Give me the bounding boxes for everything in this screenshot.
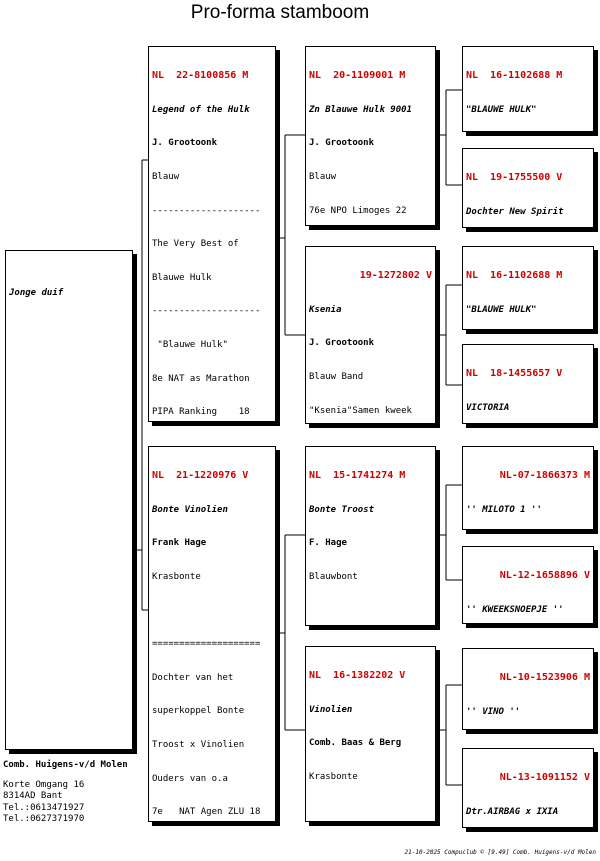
granddam-maternal-card[interactable] bbox=[305, 646, 436, 822]
ggp-ring: NL 16-1102688 M bbox=[466, 70, 563, 82]
ggp-card-7[interactable] bbox=[462, 648, 594, 730]
sire-line: "Blauwe Hulk" bbox=[152, 340, 228, 351]
ggp-card-3[interactable] bbox=[462, 246, 594, 330]
breeder-name: Comb. Huigens-v/d Molen bbox=[3, 760, 128, 770]
subject-name: Jonge duif bbox=[9, 288, 64, 299]
sire-name: Legend of the Hulk bbox=[152, 104, 250, 115]
dam-line: ==================== bbox=[152, 639, 261, 650]
ggp-name: Dochter New Spirit bbox=[466, 206, 564, 217]
gp-name: Zn Blauwe Hulk 9001 bbox=[309, 104, 412, 115]
dam-line: Troost x Vinolien bbox=[152, 740, 245, 751]
sire-line: 8e NAT as Marathon bbox=[152, 373, 250, 384]
dam-line: 7e NAT Agen ZLU 18 bbox=[152, 807, 261, 818]
sire-card[interactable] bbox=[148, 46, 276, 422]
footer-credit: 21-10-2025 Compuclub © [9.49] Comb. Huigens-v/d Molen bbox=[404, 849, 596, 856]
ggp-card-1[interactable] bbox=[462, 46, 594, 132]
ggp-card-2[interactable] bbox=[462, 148, 594, 228]
gp-line: "Ksenia"Samen kweek bbox=[309, 405, 412, 416]
dam-ring: NL 21-1220976 V bbox=[152, 470, 249, 482]
gp-line bbox=[309, 806, 432, 817]
breeder-phone-2: Tel.:0627371970 bbox=[3, 814, 85, 825]
ggp-name: Dtr.AIRBAG x IXIA bbox=[466, 806, 559, 817]
ggp-name: '' VINO '' bbox=[466, 706, 521, 717]
breeder-address: Korte Omgang 16 bbox=[3, 779, 85, 790]
gp-line bbox=[309, 606, 432, 617]
dam-owner: Frank Hage bbox=[152, 538, 207, 549]
breeder-phone-1: Tel.:0613471927 bbox=[3, 802, 85, 813]
ggp-ring: NL 18-1455657 V bbox=[466, 368, 563, 380]
dam-line: Dochter van het bbox=[152, 672, 234, 683]
grandsire-maternal-card[interactable] bbox=[305, 446, 436, 626]
gp-name: Vinolien bbox=[309, 704, 353, 715]
dam-line bbox=[152, 606, 272, 617]
ggp-name: '' KWEEKSNOEPJE '' bbox=[466, 604, 564, 615]
gp-line: Blauwbont bbox=[309, 572, 358, 583]
gp-line: Blauw Band bbox=[309, 372, 364, 383]
gp-line: Blauw bbox=[309, 172, 337, 183]
sire-ring: NL 22-8100856 M bbox=[152, 70, 249, 82]
gp-name: Ksenia bbox=[309, 304, 342, 315]
sire-line: -------------------- bbox=[152, 205, 261, 216]
sire-line: The Very Best of bbox=[152, 239, 239, 250]
gp-owner: J. Grootoonk bbox=[309, 338, 375, 349]
gp-line: Krasbonte bbox=[309, 772, 358, 783]
ggp-card-8[interactable] bbox=[462, 748, 594, 828]
ggp-card-4[interactable] bbox=[462, 344, 594, 424]
ggp-ring: NL-10-1523906 M bbox=[499, 672, 590, 684]
ggp-name: "BLAUWE HULK" bbox=[466, 104, 537, 115]
ggp-name: '' MILOTO 1 '' bbox=[466, 504, 542, 515]
gp-ring: 19-1272802 V bbox=[359, 270, 432, 282]
dam-line: superkoppel Bonte bbox=[152, 706, 245, 717]
sire-line: -------------------- bbox=[152, 306, 261, 317]
gp-owner: Comb. Baas & Berg bbox=[309, 738, 402, 749]
ggp-name: VICTORIA bbox=[466, 402, 510, 413]
ggp-card-6[interactable] bbox=[462, 546, 594, 624]
ggp-ring: NL 19-1755500 V bbox=[466, 172, 563, 184]
ggp-name: "BLAUWE HULK" bbox=[466, 304, 537, 315]
subject-card[interactable] bbox=[5, 250, 133, 750]
sire-owner: J. Grootoonk bbox=[152, 138, 218, 149]
breeder-info bbox=[3, 760, 128, 826]
ggp-card-5[interactable] bbox=[462, 446, 594, 530]
gp-name: Bonte Troost bbox=[309, 504, 375, 515]
sire-line: PIPA Ranking 18 bbox=[152, 407, 250, 418]
ggp-ring: NL-12-1658896 V bbox=[499, 570, 590, 582]
sire-line: Blauwe Hulk bbox=[152, 272, 212, 283]
gp-owner: F. Hage bbox=[309, 538, 347, 549]
dam-line: Krasbonte bbox=[152, 572, 201, 583]
gp-owner: J. Grootoonk bbox=[309, 138, 375, 149]
sire-line: Blauw bbox=[152, 172, 180, 183]
grandsire-paternal-card[interactable] bbox=[305, 46, 436, 226]
page-title: Pro-forma stamboom bbox=[190, 2, 370, 23]
granddam-paternal-card[interactable] bbox=[305, 246, 436, 424]
gp-ring: NL 20-1109001 M bbox=[309, 70, 406, 82]
ggp-ring: NL-07-1866373 M bbox=[499, 470, 590, 482]
dam-line: Ouders van o.a bbox=[152, 773, 228, 784]
gp-ring: NL 15-1741274 M bbox=[309, 470, 406, 482]
dam-card[interactable] bbox=[148, 446, 276, 822]
breeder-city: 8314AD Bant bbox=[3, 791, 63, 802]
ggp-ring: NL 16-1102688 M bbox=[466, 270, 563, 282]
ggp-ring: NL-13-1091152 V bbox=[499, 772, 590, 784]
dam-name: Bonte Vinolien bbox=[152, 504, 228, 515]
gp-line: 76e NPO Limoges 22 bbox=[309, 205, 407, 216]
gp-ring: NL 16-1382202 V bbox=[309, 670, 406, 682]
